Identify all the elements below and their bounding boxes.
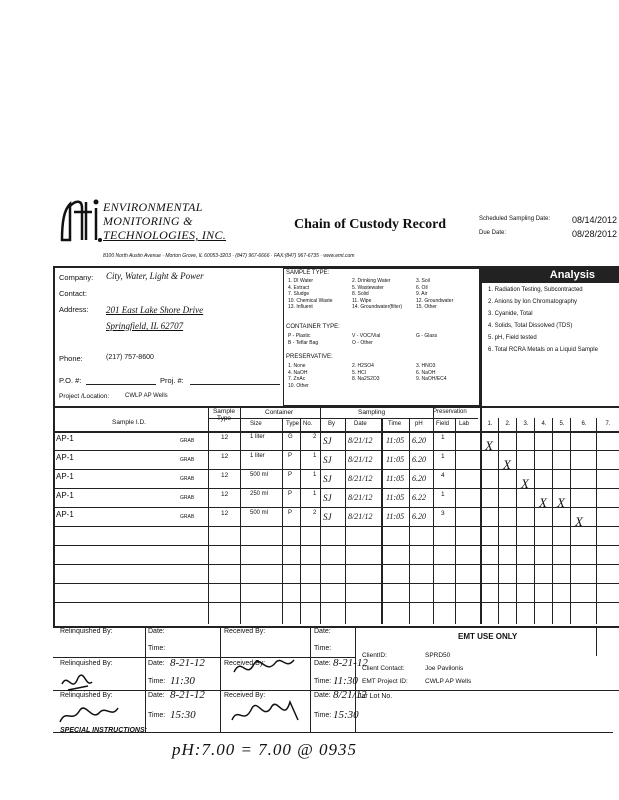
sample-type-header: SAMPLE TYPE: xyxy=(286,270,330,276)
analysis-item: 2. Anions by Ion Chromatography xyxy=(488,299,578,305)
preservative-item: 6. NaOH xyxy=(416,369,436,376)
no-header: No. xyxy=(303,421,313,427)
type-header: Type xyxy=(286,421,300,427)
analysis-checkmark: X xyxy=(557,495,565,510)
container-type-item: P - Plastic xyxy=(288,333,311,339)
sample-type-value: 12 xyxy=(221,453,229,460)
container-count: 2 xyxy=(313,510,317,516)
sample-ph: 6.20 xyxy=(412,512,426,521)
container-type-list xyxy=(288,333,478,346)
time-label-1: Time: xyxy=(148,645,166,652)
container-type-value: P xyxy=(288,491,293,497)
time-header: Time xyxy=(388,421,402,427)
analysis-column-number: 5. xyxy=(559,421,565,427)
container-count: 1 xyxy=(313,491,317,497)
lab-header: Lab xyxy=(459,421,470,427)
analysis-checkmark: X xyxy=(575,514,583,529)
field-preservation: 4 xyxy=(441,472,445,479)
project-location-value: CWLP AP Wells xyxy=(125,393,168,399)
sample-type-item: 10. Chemical Waste xyxy=(288,297,333,304)
sample-time: 11:05 xyxy=(386,474,405,483)
analysis-checkmark: X xyxy=(521,476,529,491)
received-label-3: Received By: xyxy=(224,692,266,699)
sample-date: 8/21/12 xyxy=(348,512,373,521)
sample-type-item: 13. Influent xyxy=(288,304,313,310)
sample-id: AP-1 xyxy=(56,434,74,443)
analysis-column-number: 7. xyxy=(605,421,611,427)
sample-type-item: 12. Groundwater xyxy=(416,297,454,304)
time-label-2: Time: xyxy=(148,678,166,685)
container-size: 500 ml xyxy=(250,472,269,478)
sample-date: 8/21/12 xyxy=(348,436,373,445)
time-value-2b: 11:30 xyxy=(333,675,358,687)
preservation-header: Preservation xyxy=(433,409,467,415)
date-value-2: 8-21-12 xyxy=(170,657,205,669)
time-value-3: 15:30 xyxy=(170,709,196,721)
preservative-item: 4. NaOH xyxy=(288,369,308,376)
preservative-list xyxy=(288,363,478,389)
date-label-2: Date: xyxy=(148,660,165,667)
sample-ph: 6.20 xyxy=(412,455,426,464)
analysis-column-number: 3. xyxy=(523,421,529,427)
ph-header: pH xyxy=(415,421,423,427)
client-id-label: ClientID: xyxy=(362,652,387,659)
sampled-by: SJ xyxy=(323,512,332,522)
analysis-item: 5. pH, Field tested xyxy=(488,335,537,341)
relinquished-label-3: Relinquished By: xyxy=(60,692,113,699)
container-header: Container xyxy=(265,409,294,416)
sampled-by: SJ xyxy=(323,436,332,446)
scheduled-date-label: Scheduled Sampling Date: xyxy=(479,216,551,222)
emt-use-only: EMT USE ONLY xyxy=(458,632,518,641)
container-type-value: G xyxy=(288,434,293,440)
sample-type-item: 8. Solid xyxy=(352,291,369,297)
analysis-checkmark: X xyxy=(503,457,511,472)
sample-id: AP-1 xyxy=(56,453,74,462)
date-label-3: Date: xyxy=(148,692,165,699)
client-contact-value: Joe Pavilonis xyxy=(425,665,464,672)
container-count: 1 xyxy=(313,472,317,478)
grab-label: GRAB xyxy=(180,514,195,520)
sample-type-item: 9. Air xyxy=(416,291,428,297)
date-label-3b: Date: xyxy=(314,692,331,699)
field-preservation: 1 xyxy=(441,491,445,498)
by-header: By xyxy=(328,421,336,427)
time-label-1b: Time: xyxy=(314,645,332,652)
sample-time: 11:05 xyxy=(386,512,405,521)
sampling-header: Sampling xyxy=(358,409,386,416)
contact-label: Contact: xyxy=(59,289,87,298)
preservative-header: PRESERVATIVE: xyxy=(286,354,333,360)
date-value-3b: 8/21/12 xyxy=(333,689,367,701)
sampled-by: SJ xyxy=(323,455,332,465)
analysis-column-number: 6. xyxy=(581,421,587,427)
relinquished-label-2: Relinquished By: xyxy=(60,660,113,667)
sample-ph: 6.20 xyxy=(412,474,426,483)
container-type-value: P xyxy=(288,510,293,516)
analysis-header-text: Analysis xyxy=(549,269,595,281)
time-label-2b: Time: xyxy=(314,678,332,685)
sample-date: 8/21/12 xyxy=(348,493,373,502)
analysis-item: 1. Radiation Testing, Subcontracted xyxy=(488,287,583,293)
logo-line-1: ENVIRONMENTAL xyxy=(103,200,203,214)
sample-type-col-header: Sample Type xyxy=(212,408,236,422)
sample-ph: 6.20 xyxy=(412,436,426,445)
company-address: 8100 North Austin Avenue · Morton Grove, IL 60053-3203 · (847) 967-6666 · FAX:(847) 967-6735 · www.emt.com xyxy=(103,253,355,259)
sample-type-item: 11. Wipe xyxy=(352,297,372,304)
sample-type-list xyxy=(288,278,478,311)
address-line-1: 201 East Lake Shore Drive xyxy=(106,305,204,315)
sample-type-item: 6. Oil xyxy=(416,284,428,291)
container-type-item: B - Teflar Bag xyxy=(288,339,319,346)
due-date-value: 08/28/2012 xyxy=(572,229,618,239)
handwritten-note: pH:7.00 = 7.00 @ 0935 xyxy=(172,740,358,759)
preservative-item: 10. Other xyxy=(288,382,309,389)
container-type-item: V - VOC/Vial xyxy=(352,333,381,339)
preservative-item: 8. Na2S2O3 xyxy=(352,376,380,382)
due-date-label: Due Date: xyxy=(479,230,507,236)
special-instructions-label: SPECIAL INSTRUCTIONS: xyxy=(60,727,147,734)
analysis-column-number: 1. xyxy=(487,421,493,427)
sample-type-item: 7. Sludge xyxy=(288,291,310,297)
sample-type-item: 3. Soil xyxy=(416,278,430,284)
time-value-2: 11:30 xyxy=(170,675,195,687)
company-name xyxy=(103,200,226,242)
sample-type-item: 1. DI Water xyxy=(288,278,314,284)
sample-time: 11:05 xyxy=(386,436,405,445)
preservative-item: 9. NaOH/EC4 xyxy=(416,376,447,382)
client-id-value: SPRD50 xyxy=(425,652,451,659)
field-preservation: 1 xyxy=(441,434,445,441)
sample-time: 11:05 xyxy=(386,455,405,464)
time-value-3b: 15:30 xyxy=(333,709,359,721)
container-size: 250 ml xyxy=(250,491,269,497)
analysis-item: 3. Cyanide, Total xyxy=(488,311,533,317)
field-preservation: 1 xyxy=(441,453,445,460)
sample-id: AP-1 xyxy=(56,510,74,519)
sample-type-item: 5. Wastewater xyxy=(352,284,384,291)
grab-label: GRAB xyxy=(180,438,195,444)
sample-date: 8/21/12 xyxy=(348,455,373,464)
sample-id-header: Sample I.D. xyxy=(112,419,146,426)
grab-label: GRAB xyxy=(180,495,195,501)
date-value-2b: 8-21-12 xyxy=(333,657,368,669)
field-preservation: 3 xyxy=(441,510,445,517)
container-count: 2 xyxy=(313,434,317,440)
project-location-label: Project /Location: xyxy=(59,393,110,400)
phone-label: Phone: xyxy=(59,354,83,363)
date-label-2b: Date: xyxy=(314,660,331,667)
sampled-by: SJ xyxy=(323,474,332,484)
client-contact-label: Client Contact: xyxy=(362,665,405,672)
sample-type-value: 12 xyxy=(221,491,229,498)
relinquished-label-1: Relinquished By: xyxy=(60,628,113,635)
container-type-item: O - Other xyxy=(352,339,373,346)
time-label-3b: Time: xyxy=(314,712,332,719)
analysis-column-number: 4. xyxy=(541,421,547,427)
preservative-item: 1. None xyxy=(288,363,306,369)
po-label: P.O. #: xyxy=(59,376,82,385)
sample-type-item: 15. Other xyxy=(416,304,437,310)
size-header: Size xyxy=(250,421,262,427)
sample-id: AP-1 xyxy=(56,472,74,481)
field-header: Field xyxy=(436,421,450,427)
sample-type-item: 14. Groundwater(filter) xyxy=(352,304,403,310)
jar-lot-label: Jar Lot No. xyxy=(358,693,393,700)
sample-type-value: 12 xyxy=(221,510,229,517)
sample-ph: 6.22 xyxy=(412,493,426,502)
container-type-item: G - Glass xyxy=(416,333,438,339)
preservative-item: 3. HNO3 xyxy=(416,363,436,369)
analysis-item: 6. Total RCRA Metals on a Liquid Sample xyxy=(488,347,598,353)
emt-project-label: EMT Project ID: xyxy=(362,678,408,685)
logo-line-2: MONITORING & xyxy=(103,214,193,228)
phone-value: (217) 757-8600 xyxy=(106,354,154,361)
address-label: Address: xyxy=(59,305,89,314)
grab-label: GRAB xyxy=(180,457,195,463)
signature-relinquished xyxy=(58,664,138,730)
sample-type-item: 2. Drinking Water xyxy=(352,278,391,284)
container-type-value: P xyxy=(288,472,293,478)
date-label-1b: Date: xyxy=(314,628,331,635)
signature-received xyxy=(228,650,308,730)
sampled-by: SJ xyxy=(323,493,332,503)
container-type-header: CONTAINER TYPE: xyxy=(286,324,340,330)
preservative-item: 2. H2SO4 xyxy=(352,363,374,369)
preservative-item: 5. HCl xyxy=(352,369,366,376)
sample-date: 8/21/12 xyxy=(348,474,373,483)
received-label-1: Received By: xyxy=(224,628,266,635)
date-header: Date xyxy=(354,421,367,427)
date-value-3: 8-21-12 xyxy=(170,689,205,701)
analysis-header xyxy=(481,268,619,283)
proj-label: Proj. #: xyxy=(160,376,184,385)
container-size: 500 ml xyxy=(250,510,269,516)
grab-label: GRAB xyxy=(180,476,195,482)
scheduled-date-value: 08/14/2012 xyxy=(572,215,618,225)
container-type-value: P xyxy=(288,453,293,459)
preservative-item: 7. ZnAc xyxy=(288,376,306,382)
received-label-2: Received By: xyxy=(224,660,266,667)
company-label: Company: xyxy=(59,273,94,282)
sample-time: 11:05 xyxy=(386,493,405,502)
emt-project-value: CWLP AP Wells xyxy=(425,678,472,685)
company-value: City, Water, Light & Power xyxy=(106,271,204,281)
container-size: 1 liter xyxy=(250,453,265,459)
sample-type-value: 12 xyxy=(221,472,229,479)
page-title: Chain of Custody Record xyxy=(294,217,447,232)
analysis-checkmark: X xyxy=(539,495,547,510)
logo-line-3: TECHNOLOGIES, INC. xyxy=(103,228,227,242)
sample-type-value: 12 xyxy=(221,434,229,441)
date-label-1: Date: xyxy=(148,628,165,635)
sample-id: AP-1 xyxy=(56,491,74,500)
sample-type-item: 4. Extract xyxy=(288,284,310,291)
address-line-2: Springfield, IL 62707 xyxy=(106,321,184,331)
container-size: 1 liter xyxy=(250,434,265,440)
analysis-list xyxy=(488,285,618,355)
container-count: 1 xyxy=(313,453,317,459)
analysis-checkmark: X xyxy=(485,438,493,453)
analysis-item: 4. Solids, Total Dissolved (TDS) xyxy=(488,323,573,329)
time-label-3: Time: xyxy=(148,712,166,719)
analysis-column-number: 2. xyxy=(505,421,511,427)
